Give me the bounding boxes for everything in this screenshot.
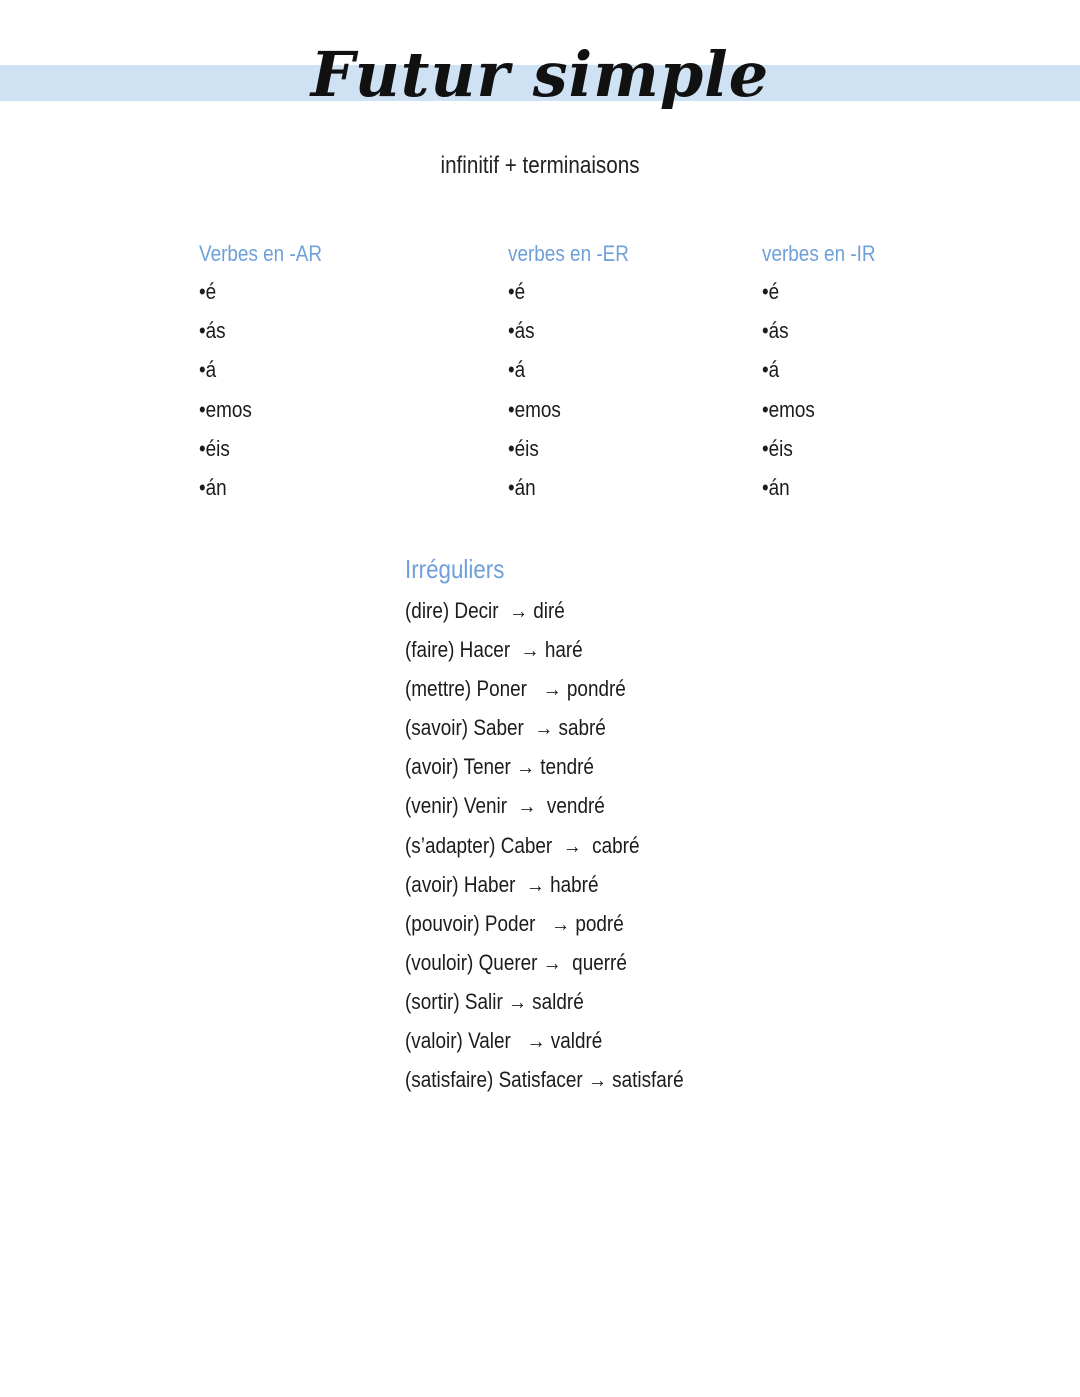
ending-item: •emos (199, 396, 252, 422)
irregular-verb-item: (venir) Venir → vendré (405, 793, 605, 819)
irregular-verb-item: (satisfaire) Satisfacer → satisfaré (405, 1067, 684, 1093)
ending-item: •á (199, 357, 217, 383)
irregular-verb-item: (faire) Hacer → haré (405, 637, 583, 663)
irregular-verb-item: (s’adapter) Caber → cabré (405, 832, 640, 858)
page-title: Futur simple (310, 38, 770, 111)
ending-item: •án (508, 474, 536, 500)
column-ar-verbs (199, 236, 459, 507)
irregular-verb-item: (sortir) Salir → saldré (405, 988, 584, 1014)
irregulars-section (405, 549, 925, 1099)
irregulars-heading: Irréguliers (405, 554, 505, 584)
ending-item: •éis (508, 435, 539, 461)
ending-item: •ás (508, 318, 535, 344)
ending-item: •é (199, 279, 217, 304)
ending-item: •emos (762, 396, 815, 422)
ending-item: •á (762, 357, 780, 383)
irregular-verb-item: (savoir) Saber → sabré (405, 715, 606, 741)
ending-item: •é (762, 279, 780, 304)
ending-item: •ás (199, 318, 226, 344)
irregular-verb-item: (avoir) Tener → tendré (405, 754, 594, 780)
irregular-verb-item: (avoir) Haber → habré (405, 871, 599, 897)
ending-item: •án (762, 474, 790, 500)
column-ir-verbs (762, 236, 1022, 507)
irregular-verb-item: (valoir) Valer → valdré (405, 1028, 603, 1054)
ending-item: •é (508, 279, 526, 304)
ending-item: •éis (762, 435, 793, 461)
ending-item: •ás (762, 318, 789, 344)
column-heading: verbes en -IR (762, 241, 876, 266)
irregular-verb-item: (mettre) Poner → pondré (405, 676, 626, 702)
irregular-verb-item: (dire) Decir → diré (405, 598, 565, 623)
column-er-verbs (508, 236, 768, 507)
column-heading: verbes en -ER (508, 241, 629, 266)
ending-item: •éis (199, 435, 230, 461)
column-heading: Verbes en -AR (199, 241, 323, 266)
page-subtitle: infinitif + terminaisons (440, 152, 640, 179)
ending-item: •á (508, 357, 526, 383)
irregular-verb-item: (vouloir) Querer → querré (405, 949, 627, 975)
irregular-verb-item: (pouvoir) Poder → podré (405, 910, 624, 936)
ending-item: •án (199, 474, 227, 500)
ending-item: •emos (508, 396, 561, 422)
